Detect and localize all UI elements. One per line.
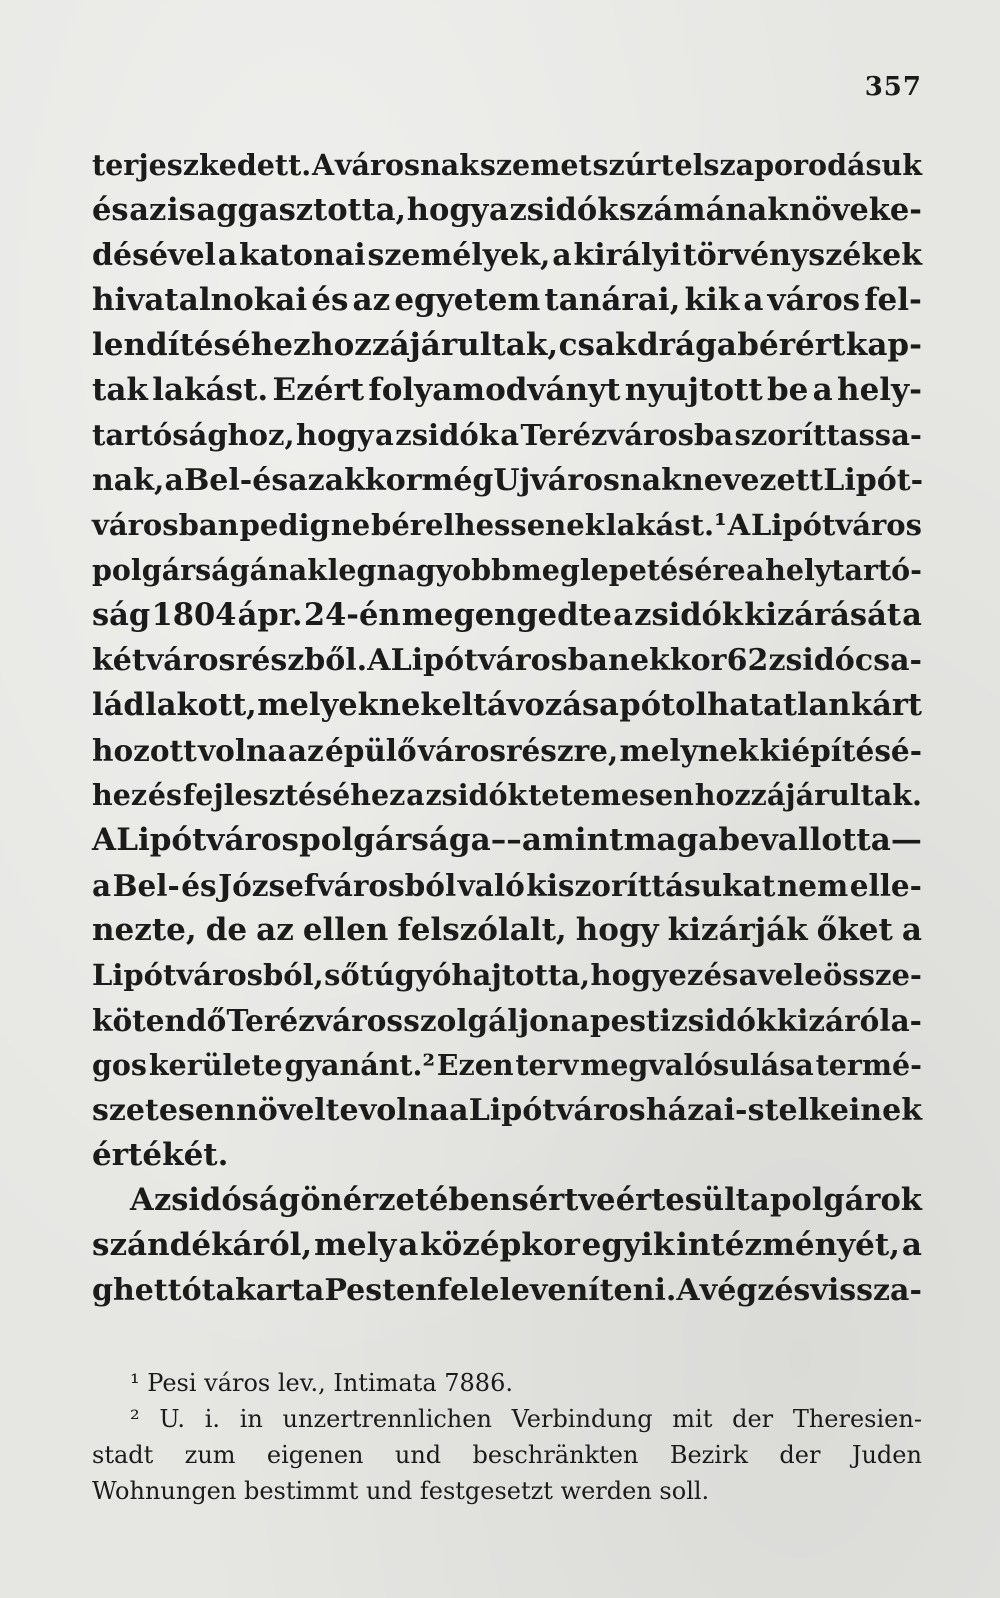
text-line xyxy=(92,278,922,323)
word: nem xyxy=(776,868,849,903)
text-line xyxy=(92,683,922,728)
footnote-line xyxy=(92,1437,922,1473)
text-line xyxy=(92,233,922,278)
word: úgy xyxy=(373,958,432,992)
word: A xyxy=(367,643,391,678)
word: ellen xyxy=(302,912,389,948)
text-line xyxy=(92,998,922,1043)
line-content xyxy=(92,413,922,458)
word: nak, xyxy=(92,463,165,498)
text-line xyxy=(92,908,922,953)
word: ez xyxy=(668,958,704,992)
word: lakást. xyxy=(152,372,269,408)
word: zsidók xyxy=(395,418,499,452)
line-content xyxy=(92,638,922,683)
word: szetesen xyxy=(92,1093,236,1128)
word: egyik xyxy=(581,1227,675,1263)
line-content xyxy=(92,728,922,773)
word: Bezirk xyxy=(669,1441,748,1469)
line-content xyxy=(92,998,922,1043)
word: drága xyxy=(636,327,737,363)
word: 62 xyxy=(726,643,769,678)
word: a xyxy=(164,463,184,498)
line-content xyxy=(92,188,922,233)
word: zsidó xyxy=(768,643,855,678)
word: a xyxy=(398,1227,419,1263)
word: csak xyxy=(558,327,637,363)
word: növeke- xyxy=(789,192,922,228)
word: gos xyxy=(92,1048,147,1082)
line-content xyxy=(92,1088,922,1133)
word: és xyxy=(703,958,739,992)
word: hozzájárultak, xyxy=(311,327,559,363)
text-line xyxy=(92,368,922,413)
word: pedig xyxy=(239,508,330,542)
word: Lipótváros xyxy=(468,1093,646,1128)
footnote-content: ¹ Pesi város lev., Intimata 7886. xyxy=(130,1369,513,1397)
word: felszólalt, xyxy=(397,912,567,948)
word: feleleveníteni. xyxy=(437,1273,677,1308)
word: az xyxy=(352,282,391,318)
word: a xyxy=(375,418,394,452)
footnote-line xyxy=(92,1473,922,1509)
word: intézményét, xyxy=(676,1227,900,1263)
line-content: értékét. xyxy=(92,1137,229,1173)
word: A xyxy=(92,822,117,858)
word: zsidók xyxy=(634,597,744,633)
word: Lipót- xyxy=(823,463,924,498)
word: hivatalnokai xyxy=(92,282,308,318)
word: nyujtott xyxy=(624,372,763,408)
word: s xyxy=(747,1093,765,1128)
word: tetemesen xyxy=(528,778,694,812)
word: hogy xyxy=(590,958,669,992)
word: Bel- xyxy=(112,868,180,903)
word: az xyxy=(256,912,294,948)
text-line xyxy=(92,323,922,368)
word: ápr. xyxy=(237,597,303,633)
line-content xyxy=(92,863,922,908)
word: zsidóság xyxy=(153,1182,300,1218)
word: nezte, xyxy=(92,912,197,948)
word: meglepetésére xyxy=(511,553,746,587)
word: bérért xyxy=(737,327,846,363)
word: lakást.¹ xyxy=(605,508,727,542)
word: hozott xyxy=(92,733,197,768)
word: elszaporodásuk xyxy=(674,148,922,182)
word: önérzetében xyxy=(300,1182,512,1218)
word: A xyxy=(312,148,335,182)
word: a xyxy=(570,1003,590,1038)
word: középkor xyxy=(420,1227,580,1263)
word: Theresien- xyxy=(792,1405,922,1433)
word: vissza- xyxy=(810,1273,922,1308)
word: épülő xyxy=(324,733,417,768)
word: eigenen xyxy=(266,1441,364,1469)
word: vele xyxy=(757,958,823,992)
word: eltávozása xyxy=(441,687,619,723)
word: házai- xyxy=(645,1093,748,1128)
word: ² xyxy=(130,1405,140,1433)
line-content xyxy=(92,593,922,638)
word: maga xyxy=(623,822,719,858)
word: kiépítésé- xyxy=(759,733,922,768)
word: kerülete xyxy=(148,1048,283,1082)
word: der xyxy=(779,1441,821,1469)
line-content xyxy=(92,818,922,863)
word: beschränkten xyxy=(472,1441,639,1469)
word: személyek, xyxy=(367,238,551,273)
word: der xyxy=(732,1405,774,1433)
word: végzés xyxy=(699,1273,811,1308)
word: és xyxy=(181,868,217,903)
word: való xyxy=(457,868,525,903)
footnote-content: Wohnungen bestimmt und festgesetzt werden soll. xyxy=(92,1477,710,1505)
word: bevallotta xyxy=(718,822,891,858)
text-line xyxy=(92,458,922,503)
word: A xyxy=(727,508,751,542)
word: a xyxy=(449,1093,469,1128)
word: in xyxy=(239,1405,263,1433)
word: szoríttassa- xyxy=(734,418,922,452)
text-line xyxy=(92,143,922,188)
word: sőt xyxy=(324,958,374,992)
word: volna xyxy=(358,1093,449,1128)
word: be xyxy=(766,372,809,408)
word: und xyxy=(394,1441,442,1469)
line-content xyxy=(92,908,922,953)
word: helytartó- xyxy=(765,553,922,587)
word: a xyxy=(902,597,922,633)
word: elle- xyxy=(849,868,922,903)
word: gyanánt.² xyxy=(284,1048,435,1082)
text-line xyxy=(92,1268,922,1313)
word: tak xyxy=(92,372,148,408)
word: Verbindung xyxy=(511,1405,653,1433)
word: össze- xyxy=(822,958,922,992)
word: még xyxy=(421,463,494,498)
line-content xyxy=(92,278,922,323)
line-content xyxy=(92,503,922,548)
text-line xyxy=(92,1223,922,1268)
word: sértve xyxy=(511,1182,616,1218)
text-line xyxy=(92,503,922,548)
text-line xyxy=(92,413,922,458)
footnote-content xyxy=(92,1437,922,1473)
word: és xyxy=(147,778,183,812)
word: unzertrennlichen xyxy=(282,1405,492,1433)
word: kiszoríttásukat xyxy=(526,868,776,903)
word: polgársága xyxy=(299,822,491,858)
word: hogy xyxy=(406,192,489,228)
word: Ujvárosnak xyxy=(493,463,682,498)
page-number: 357 xyxy=(864,72,922,102)
word: csa- xyxy=(854,643,922,678)
word: Ezen xyxy=(436,1048,514,1082)
word: melynek xyxy=(619,733,759,768)
word: a xyxy=(738,958,758,992)
word: fejlesztéséhez xyxy=(182,778,406,812)
word: Juden xyxy=(851,1441,922,1469)
word: a xyxy=(500,418,520,452)
word: és xyxy=(92,192,129,228)
word: melyeknek xyxy=(257,687,442,723)
line-content xyxy=(92,953,922,998)
word: Terézváros xyxy=(226,1003,404,1038)
word: az xyxy=(288,463,325,498)
word: termé- xyxy=(815,1048,922,1082)
line-content xyxy=(92,683,922,728)
word: kap- xyxy=(845,327,922,363)
text-line xyxy=(92,593,922,638)
word: kik xyxy=(684,282,740,318)
word: A xyxy=(130,1182,154,1218)
body-text xyxy=(92,143,922,1313)
word: lendítéséhez xyxy=(92,327,311,363)
word: pesti xyxy=(589,1003,671,1038)
word: Lipótváros xyxy=(116,822,299,858)
word: az xyxy=(129,192,167,228)
word: a xyxy=(613,597,633,633)
word: lád xyxy=(92,687,145,723)
word: hogy xyxy=(296,418,374,452)
word: legnagyobb xyxy=(327,553,512,587)
word: törvényszékek xyxy=(682,238,922,273)
text-line xyxy=(92,1088,922,1133)
word: megengedte xyxy=(401,597,612,633)
word: a xyxy=(901,912,922,948)
text-line xyxy=(92,953,922,998)
word: hozzájárultak. xyxy=(694,778,922,812)
word: hogy xyxy=(575,912,659,948)
line-content xyxy=(92,1043,922,1088)
word: és xyxy=(311,282,349,318)
word: Terézvárosba xyxy=(520,418,734,452)
word: amint xyxy=(521,822,624,858)
footnote-content xyxy=(130,1401,922,1437)
word: hely- xyxy=(837,372,922,408)
word: értesült xyxy=(615,1182,750,1218)
line-content xyxy=(92,773,922,818)
word: a xyxy=(812,372,833,408)
word: városban xyxy=(92,508,239,542)
word: i. xyxy=(204,1405,220,1433)
line-content xyxy=(92,548,922,593)
word: városrészre, xyxy=(417,733,619,768)
word: egyetem xyxy=(394,282,541,318)
word: a xyxy=(750,1182,770,1218)
text-line xyxy=(92,1043,922,1088)
text-line xyxy=(92,863,922,908)
text-line xyxy=(92,1178,922,1223)
word: szúrt xyxy=(592,148,674,182)
word: polgárok xyxy=(770,1182,922,1218)
word: terv xyxy=(515,1048,579,1082)
word: A xyxy=(676,1273,700,1308)
word: a xyxy=(217,238,238,273)
word: mely xyxy=(314,1227,397,1263)
word: a xyxy=(92,868,112,903)
text-line xyxy=(92,188,922,233)
word: tartósághoz, xyxy=(92,418,295,452)
word: városnak xyxy=(334,148,479,182)
word: 24-én xyxy=(303,597,401,633)
word: Lipótvárosból, xyxy=(92,958,324,992)
word: akkor xyxy=(324,463,422,498)
word: és xyxy=(252,463,289,498)
word: katonai xyxy=(238,238,366,273)
word: kizárják xyxy=(667,912,808,948)
word: kárt xyxy=(850,687,922,723)
word: őket xyxy=(816,912,893,948)
word: Lipótvárosban xyxy=(390,643,630,678)
word: kizáróla- xyxy=(776,1003,922,1038)
text-line xyxy=(92,638,922,683)
word: aggasztotta, xyxy=(196,192,407,228)
word: pótolhatatlan xyxy=(619,687,851,723)
word: de xyxy=(205,912,248,948)
word: Lipótváros xyxy=(750,508,922,542)
text-line xyxy=(92,548,922,593)
footnotes xyxy=(92,1365,922,1509)
word: ekkor xyxy=(629,643,727,678)
word: Józsefvárosból xyxy=(218,868,457,903)
word: fel- xyxy=(864,282,922,318)
word: megvalósulása xyxy=(580,1048,814,1082)
word: zum xyxy=(184,1441,236,1469)
word: Bel- xyxy=(183,463,253,498)
word: stadt xyxy=(92,1441,154,1469)
word: szolgáljon xyxy=(403,1003,571,1038)
line-content xyxy=(92,143,922,188)
word: lakott, xyxy=(145,687,257,723)
word: a xyxy=(901,1227,922,1263)
footnote-line xyxy=(92,1401,922,1437)
word: a xyxy=(746,553,765,587)
word: számának xyxy=(619,192,789,228)
word: növelte xyxy=(235,1093,359,1128)
word: kötendő xyxy=(92,1003,227,1038)
line-content xyxy=(92,368,922,413)
line-content xyxy=(92,233,922,278)
word: Ezért xyxy=(272,372,365,408)
word: szándékáról, xyxy=(92,1227,313,1263)
line-content xyxy=(92,323,922,368)
word: szemet xyxy=(479,148,592,182)
word: zsidók xyxy=(671,1003,777,1038)
word: az xyxy=(287,733,324,768)
word: kizárását xyxy=(744,597,901,633)
footnote-line xyxy=(92,1365,922,1401)
line-content xyxy=(92,1268,922,1313)
line-content xyxy=(92,1223,922,1268)
word: a xyxy=(489,192,509,228)
text-line xyxy=(92,818,922,863)
word: nevezett xyxy=(681,463,824,498)
word: folyamodványt xyxy=(368,372,621,408)
word: bérelhessenek xyxy=(371,508,605,542)
word: mit xyxy=(672,1405,713,1433)
line-content xyxy=(130,1178,922,1223)
word: tanárai, xyxy=(544,282,681,318)
word: — xyxy=(890,822,922,858)
word: zsidók xyxy=(425,778,528,812)
word: királyi xyxy=(573,238,682,273)
word: a xyxy=(743,282,764,318)
word: polgárságának xyxy=(92,553,328,587)
word: –– xyxy=(490,822,522,858)
word: ghettót xyxy=(92,1273,216,1308)
word: városrészből. xyxy=(145,643,368,678)
word: akarta xyxy=(215,1273,325,1308)
line-content xyxy=(92,458,922,503)
word: város xyxy=(767,282,861,318)
word: ság xyxy=(92,597,151,633)
word: U. xyxy=(159,1405,185,1433)
text-line xyxy=(92,773,922,818)
word: is xyxy=(167,192,196,228)
word: 1804 xyxy=(151,597,237,633)
word: a xyxy=(552,238,572,273)
word: a xyxy=(406,778,425,812)
word: volna xyxy=(198,733,287,768)
word: hez xyxy=(92,778,148,812)
word: zsidók xyxy=(509,192,619,228)
word: terjeszkedett. xyxy=(92,148,312,182)
word: óhajtotta, xyxy=(432,958,591,992)
word: Pesten xyxy=(324,1273,437,1308)
word: ne xyxy=(330,508,371,542)
word: désével xyxy=(92,238,216,273)
text-line xyxy=(92,1133,922,1178)
word: két xyxy=(92,643,146,678)
word: telkeinek xyxy=(764,1093,922,1128)
text-line xyxy=(92,728,922,773)
